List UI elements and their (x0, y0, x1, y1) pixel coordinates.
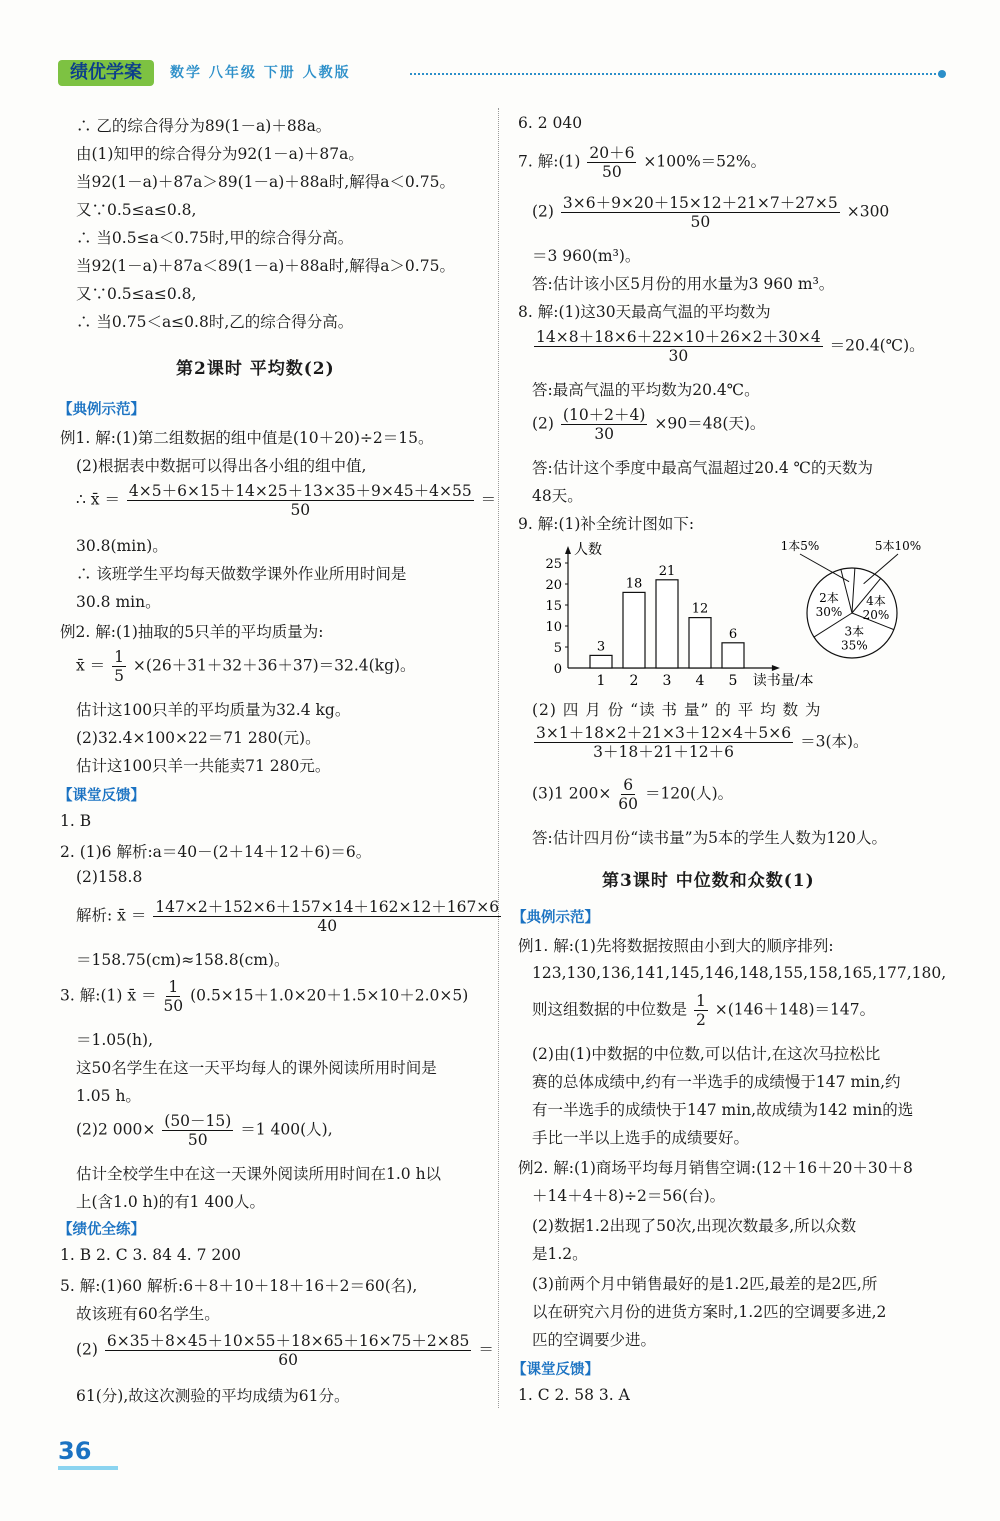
text: 解析: x̄ ＝ (76, 906, 147, 925)
section-tag: 【典例示范】 (512, 910, 599, 926)
numerator: 1 (114, 648, 124, 666)
section-title: 第2课时 平均数(2) (176, 359, 335, 379)
header-dot (938, 70, 946, 78)
text-line: 又∵0.5≤a≤0.8, (76, 201, 197, 219)
denominator: 60 (618, 795, 638, 813)
text: 7. 解:(1) (518, 152, 581, 171)
pie-label: 20% (862, 607, 890, 622)
text: (2)2 000× (76, 1120, 156, 1139)
text: ∴ x̄ ＝ (76, 490, 120, 509)
denominator: 50 (602, 163, 622, 181)
numerator: 4×5＋6×15＋14×25＋13×35＋9×45＋4×55 (128, 482, 472, 500)
text-line: 答:估计这个季度中最高气温超过20.4 ℃的天数为 (532, 459, 874, 477)
text-line: ＝158.75(cm)≈158.8(cm)。 (76, 951, 290, 969)
denominator: 30 (668, 347, 689, 365)
text-line: ∴ 乙的综合得分为89(1－a)＋88a。 (76, 117, 332, 135)
pie-label: 1本5% (780, 539, 820, 553)
formula-line (76, 1112, 333, 1149)
text-line: 例2. 解:(1)商场平均每月销售空调:(12＋16＋20＋30＋8 (518, 1159, 913, 1177)
answer-line: 1. B 2. C 3. 84 4. 7 200 (60, 1246, 241, 1264)
section-tag: 【课堂反馈】 (58, 788, 145, 804)
bar-value-label: 6 (728, 626, 738, 642)
column-divider (498, 108, 499, 1408)
text-line: ∴ 该班学生平均每天做数学课外作业所用时间是 (76, 565, 407, 583)
fraction (561, 194, 840, 231)
pie-label: 2本 (819, 590, 839, 605)
text-line: 是1.2。 (532, 1245, 588, 1263)
y-tick-label: 25 (545, 557, 562, 572)
fraction (534, 328, 823, 365)
formula-line (76, 898, 503, 935)
text: (2) (532, 414, 554, 433)
pie-label: 3本 (844, 624, 865, 639)
fraction (694, 992, 708, 1029)
answer-line: 1. C 2. 58 3. A (518, 1386, 630, 1404)
bar (590, 655, 612, 668)
text-line: 例2. 解:(1)抽取的5只羊的平均质量为: (60, 623, 324, 641)
answer-line: 2. (1)6 解析:a＝40－(2＋14＋12＋6)＝6。 (60, 843, 372, 861)
x-tick-label: 4 (695, 673, 705, 689)
denominator: 50 (163, 997, 184, 1015)
y-tick-label: 5 (553, 641, 562, 656)
y-tick-label: 20 (545, 578, 562, 593)
denominator: 50 (290, 501, 311, 519)
x-axis-label: 读书量/本 (752, 673, 814, 689)
text-line: ∴ 当0.5≤a＜0.75时,甲的综合得分高。 (76, 229, 354, 247)
bar-value-label: 12 (691, 601, 709, 617)
fraction (618, 776, 638, 813)
text-line: (2)数据1.2出现了50次,出现次数最多,所以众数 (532, 1217, 857, 1235)
text-line: (2) 四 月 份 “读 书 量” 的 平 均 数 为 (532, 701, 822, 719)
pie-label: 35% (840, 638, 868, 653)
numerator: 20＋6 (589, 144, 635, 162)
numerator: 147×2＋152×6＋157×14＋162×12＋167×6 (155, 898, 500, 916)
text-line: 30.8(min)。 (76, 537, 168, 555)
text-line: 当92(1－a)＋87a＜89(1－a)＋88a时,解得a＞0.75。 (76, 257, 455, 275)
y-tick-label: 10 (545, 620, 562, 635)
text-line: 估计这100只羊的平均质量为32.4 kg。 (76, 701, 351, 719)
text-line: 估计全校学生中在这一天课外阅读所用时间在1.0 h以 (76, 1165, 442, 1183)
fraction (153, 898, 501, 935)
text-line: 答:最高气温的平均数为20.4℃。 (532, 381, 760, 399)
text: ＝1 400(人), (240, 1120, 333, 1139)
text: ×(146＋148)＝147。 (714, 1000, 876, 1019)
text: ＝3(本)。 (800, 732, 869, 751)
x-axis-arrow (772, 665, 780, 671)
text-line: 答:估计该小区5月份的用水量为3 960 m³。 (532, 275, 835, 293)
text-line: 答:估计四月份“读书量”为5本的学生人数为120人。 (532, 829, 888, 847)
denominator: 5 (114, 667, 124, 685)
example-line (60, 426, 434, 448)
text-line: (2)由(1)中数据的中位数,可以估计,在这次马拉松比 (532, 1045, 881, 1063)
section-tag: 【课堂反馈】 (512, 1362, 599, 1378)
text-line: (3)前两个月中销售最好的是1.2匹,最差的是2匹,所 (532, 1275, 878, 1293)
text: (2) (532, 202, 554, 221)
bar-value-label: 18 (625, 576, 643, 592)
text-line: ＋14＋4＋8)÷2＝56(台)。 (532, 1187, 726, 1205)
x-tick-label: 2 (629, 673, 639, 689)
page-number-bar (58, 1466, 118, 1470)
text-line: (2)158.8 (76, 868, 143, 886)
text: 3. 解:(1) x̄ ＝ (60, 986, 157, 1005)
text-line: (2)根据表中数据可以得出各小组的组中值, (76, 457, 367, 475)
answer-line: 1. B (60, 812, 92, 830)
text-line: 又∵0.5≤a≤0.8, (76, 285, 197, 303)
text-line: (2)32.4×100×22＝71 280(元)。 (76, 729, 321, 747)
text-line: 由(1)知甲的综合得分为92(1－a)＋87a。 (76, 145, 364, 163)
numerator: 1 (168, 978, 179, 996)
y-axis-label: 人数 (574, 542, 602, 558)
formula-line (532, 406, 765, 443)
section-tag: 【绩优全练】 (58, 1222, 145, 1238)
text-line: ＝1.05(h), (76, 1031, 154, 1049)
x-tick-label: 5 (728, 673, 738, 689)
text-line: 61(分),故这次测验的平均成绩为61分。 (76, 1387, 350, 1405)
formula-line (76, 482, 496, 519)
bar-chart (532, 538, 814, 689)
denominator: 2 (695, 1011, 706, 1029)
y-tick-label: 0 (553, 662, 562, 677)
formula-line (76, 648, 416, 685)
numerator: (50－15) (164, 1112, 232, 1130)
text: ×90＝48(天)。 (654, 414, 766, 433)
denominator: 50 (690, 213, 711, 231)
header-subtitle: 数学 八年级 下册 人教版 (170, 65, 351, 81)
answer-line: 6. 2 040 (518, 114, 583, 132)
pie-label: 30% (815, 604, 843, 619)
header-divider (410, 73, 940, 75)
fraction (162, 1112, 233, 1149)
denominator: 60 (278, 1351, 299, 1369)
numerator: 6×35＋8×45＋10×55＋18×65＋16×75＋2×85 (106, 1332, 470, 1350)
formula-line (60, 978, 468, 1015)
formula-line (532, 776, 733, 813)
text-line: 当92(1－a)＋87a＞89(1－a)＋88a时,解得a＜0.75。 (76, 173, 455, 191)
text-line: 估计这100只羊一共能卖71 280元。 (76, 757, 331, 775)
numerator: (10＋2＋4) (562, 406, 646, 424)
numerator: 14×8＋18×6＋22×10＋26×2＋30×4 (536, 328, 821, 346)
formula-line (76, 1332, 494, 1369)
bar (656, 580, 678, 668)
answer-line: 8. 解:(1)这30天最高气温的平均数为 (518, 303, 771, 321)
text-line: 例1. 解:(1)先将数据按照由小到大的顺序排列: (518, 937, 834, 955)
text: (2) (76, 1340, 98, 1359)
text-line: ∴ 当0.75＜a≤0.8时,乙的综合得分高。 (76, 313, 354, 331)
text: ×300 (846, 202, 890, 221)
denominator: 50 (187, 1131, 208, 1149)
numerator: 3×1＋18×2＋21×3＋12×4＋5×6 (536, 724, 792, 742)
section-tag: 【典例示范】 (58, 402, 145, 418)
numerator: 6 (623, 776, 634, 794)
text: ＝ (480, 490, 497, 509)
fraction (163, 978, 183, 1015)
text: ×(26＋31＋32＋36＋37)＝32.4(kg)。 (132, 656, 416, 675)
bar-value-label: 21 (658, 563, 676, 579)
numerator: 1 (695, 992, 706, 1010)
pie-chart (780, 538, 940, 688)
pie-label: 5本10% (874, 539, 922, 553)
denominator: 40 (317, 917, 338, 935)
text: 例1. 解:(1)第二组数据的组中值是(10＋20)÷2＝15。 (60, 429, 434, 447)
page-number: 36 (58, 1437, 92, 1465)
answer-line: 9. 解:(1)补全统计图如下: (518, 515, 695, 533)
fraction (534, 724, 793, 761)
bar (689, 618, 711, 668)
bar (722, 643, 744, 668)
text-line: ＝3 960(m³)。 (532, 247, 641, 265)
text-line: 故该班有60名学生。 (76, 1305, 220, 1323)
answer-line: 5. 解:(1)60 解析:6＋8＋10＋18＋16＋2＝60(名), (60, 1277, 418, 1295)
denominator: 30 (594, 425, 615, 443)
formula-line (532, 328, 925, 365)
fraction (561, 406, 648, 443)
text: (3)1 200× (532, 784, 612, 803)
text: 则这组数据的中位数是 (532, 1000, 688, 1019)
bar-value-label: 3 (596, 639, 606, 655)
text: ×100%＝52%。 (643, 152, 767, 171)
text-line: 123,130,136,141,145,146,148,155,158,165,177,180, (532, 964, 947, 982)
x-tick-label: 3 (662, 673, 672, 689)
formula-line (532, 194, 889, 231)
y-tick-label: 15 (545, 599, 562, 614)
text: ＝ (478, 1340, 494, 1359)
formula-line (532, 992, 875, 1029)
fraction (105, 1332, 472, 1369)
bar (623, 592, 645, 668)
text-line: 有一半选手的成绩快于147 min,故成绩为142 min的选 (532, 1101, 914, 1119)
fraction (127, 482, 474, 519)
formula-line (518, 144, 766, 181)
text: (0.5×15＋1.0×20＋1.5×10＋2.0×5) (190, 986, 469, 1005)
brand-logo: 绩优学案 (58, 60, 154, 86)
x-tick-label: 1 (596, 673, 606, 689)
fraction (587, 144, 636, 181)
text: x̄ ＝ (76, 656, 106, 675)
numerator: 3×6＋9×20＋15×12＋21×7＋27×5 (562, 194, 838, 212)
formula-line (532, 724, 869, 761)
text: ＝120(人)。 (644, 784, 734, 803)
text-line: 手比一半以上选手的成绩要好。 (532, 1129, 750, 1147)
denominator: 3＋18＋21＋12＋6 (593, 743, 735, 761)
text-line: 这50名学生在这一天平均每人的课外阅读所用时间是 (76, 1059, 437, 1077)
text-line: 1.05 h。 (76, 1087, 141, 1105)
text-line: 48天。 (532, 487, 583, 505)
section-title: 第3课时 中位数和众数(1) (602, 871, 815, 891)
text-line: 30.8 min。 (76, 593, 161, 611)
fraction (112, 648, 126, 685)
pie-label: 4本 (866, 593, 886, 608)
y-axis-arrow (565, 546, 571, 554)
text-line: 上(含1.0 h)的有1 400人。 (76, 1193, 266, 1211)
text-line: 以在研究六月份的进货方案时,1.2匹的空调要多进,2 (532, 1303, 887, 1321)
text-line: 匹的空调要少进。 (532, 1331, 657, 1349)
text: ＝20.4(℃)。 (829, 336, 925, 355)
text-line: 赛的总体成绩中,约有一半选手的成绩慢于147 min,约 (532, 1073, 901, 1091)
